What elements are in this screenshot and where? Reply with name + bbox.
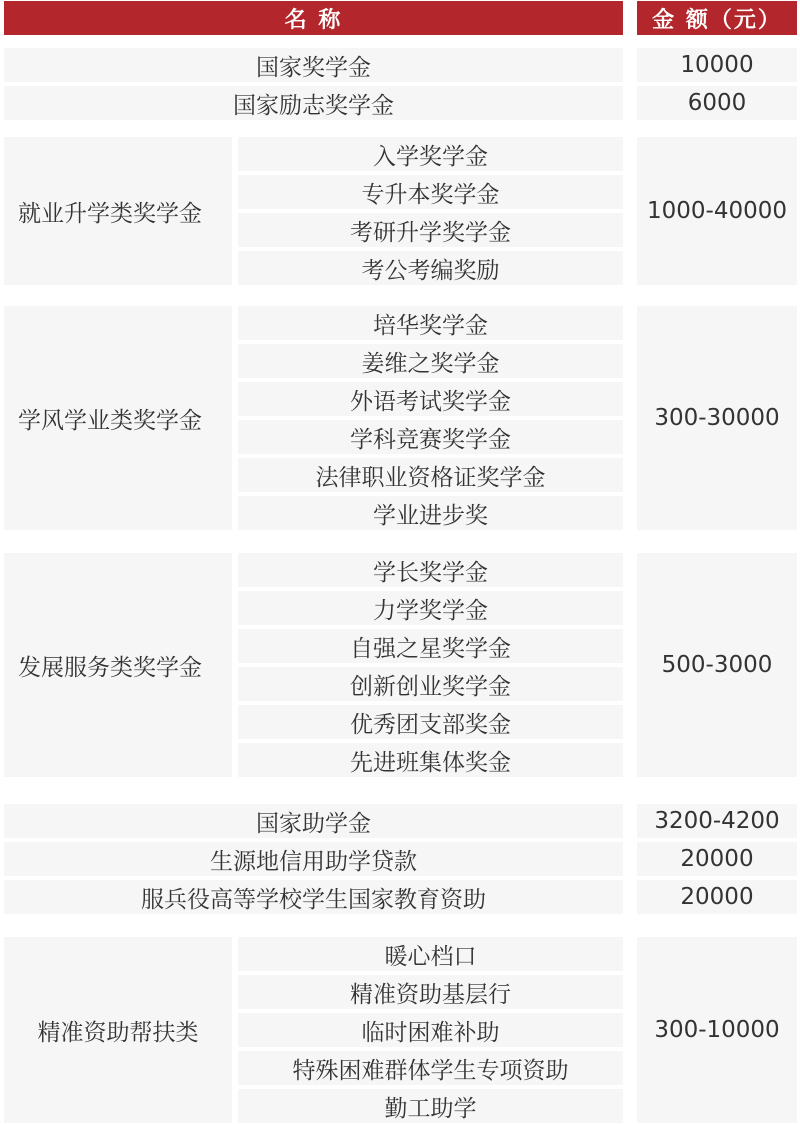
sub-item: 专升本奖学金 — [238, 175, 623, 209]
sub-item: 优秀团支部奖金 — [238, 705, 623, 739]
sub-item: 法律职业资格证奖学金 — [238, 458, 623, 492]
sub-item: 学长奖学金 — [238, 553, 623, 587]
amount-cell: 500-3000 — [637, 553, 797, 777]
row-amount: 10000 — [637, 48, 797, 82]
sub-item: 学科竞赛奖学金 — [238, 420, 623, 454]
sub-item: 暖心档口 — [238, 937, 623, 971]
amount-cell: 1000-40000 — [637, 137, 797, 285]
sub-item: 姜维之奖学金 — [238, 344, 623, 378]
sub-item: 考研升学奖学金 — [238, 213, 623, 247]
category-cell: 就业升学类奖学金 — [4, 137, 232, 285]
row-amount: 20000 — [637, 842, 797, 876]
header-name: 名 称 — [4, 1, 623, 35]
sub-item: 外语考试奖学金 — [238, 382, 623, 416]
row-amount: 6000 — [637, 86, 797, 120]
sub-item: 培华奖学金 — [238, 306, 623, 340]
sub-item: 学业进步奖 — [238, 496, 623, 530]
category-cell: 学风学业类奖学金 — [4, 306, 232, 530]
sub-item: 创新创业奖学金 — [238, 667, 623, 701]
category-cell: 精准资助帮扶类 — [4, 937, 232, 1123]
sub-item: 勤工助学 — [238, 1089, 623, 1123]
sub-item: 力学奖学金 — [238, 591, 623, 625]
sub-item: 特殊困难群体学生专项资助 — [238, 1051, 623, 1085]
row-amount: 20000 — [637, 880, 797, 914]
amount-cell: 300-10000 — [637, 937, 797, 1123]
sub-item: 入学奖学金 — [238, 137, 623, 171]
sub-item: 先进班集体奖金 — [238, 743, 623, 777]
row-name: 国家奖学金 — [4, 48, 623, 82]
header-amount: 金 额（元） — [637, 1, 797, 35]
row-name: 国家助学金 — [4, 804, 623, 838]
sub-item: 自强之星奖学金 — [238, 629, 623, 663]
row-name: 国家励志奖学金 — [4, 86, 623, 120]
row-name: 生源地信用助学贷款 — [4, 842, 623, 876]
amount-cell: 300-30000 — [637, 306, 797, 530]
row-name: 服兵役高等学校学生国家教育资助 — [4, 880, 623, 914]
sub-item: 精准资助基层行 — [238, 975, 623, 1009]
category-cell: 发展服务类奖学金 — [4, 553, 232, 777]
sub-item: 考公考编奖励 — [238, 251, 623, 285]
sub-item: 临时困难补助 — [238, 1013, 623, 1047]
row-amount: 3200-4200 — [637, 804, 797, 838]
